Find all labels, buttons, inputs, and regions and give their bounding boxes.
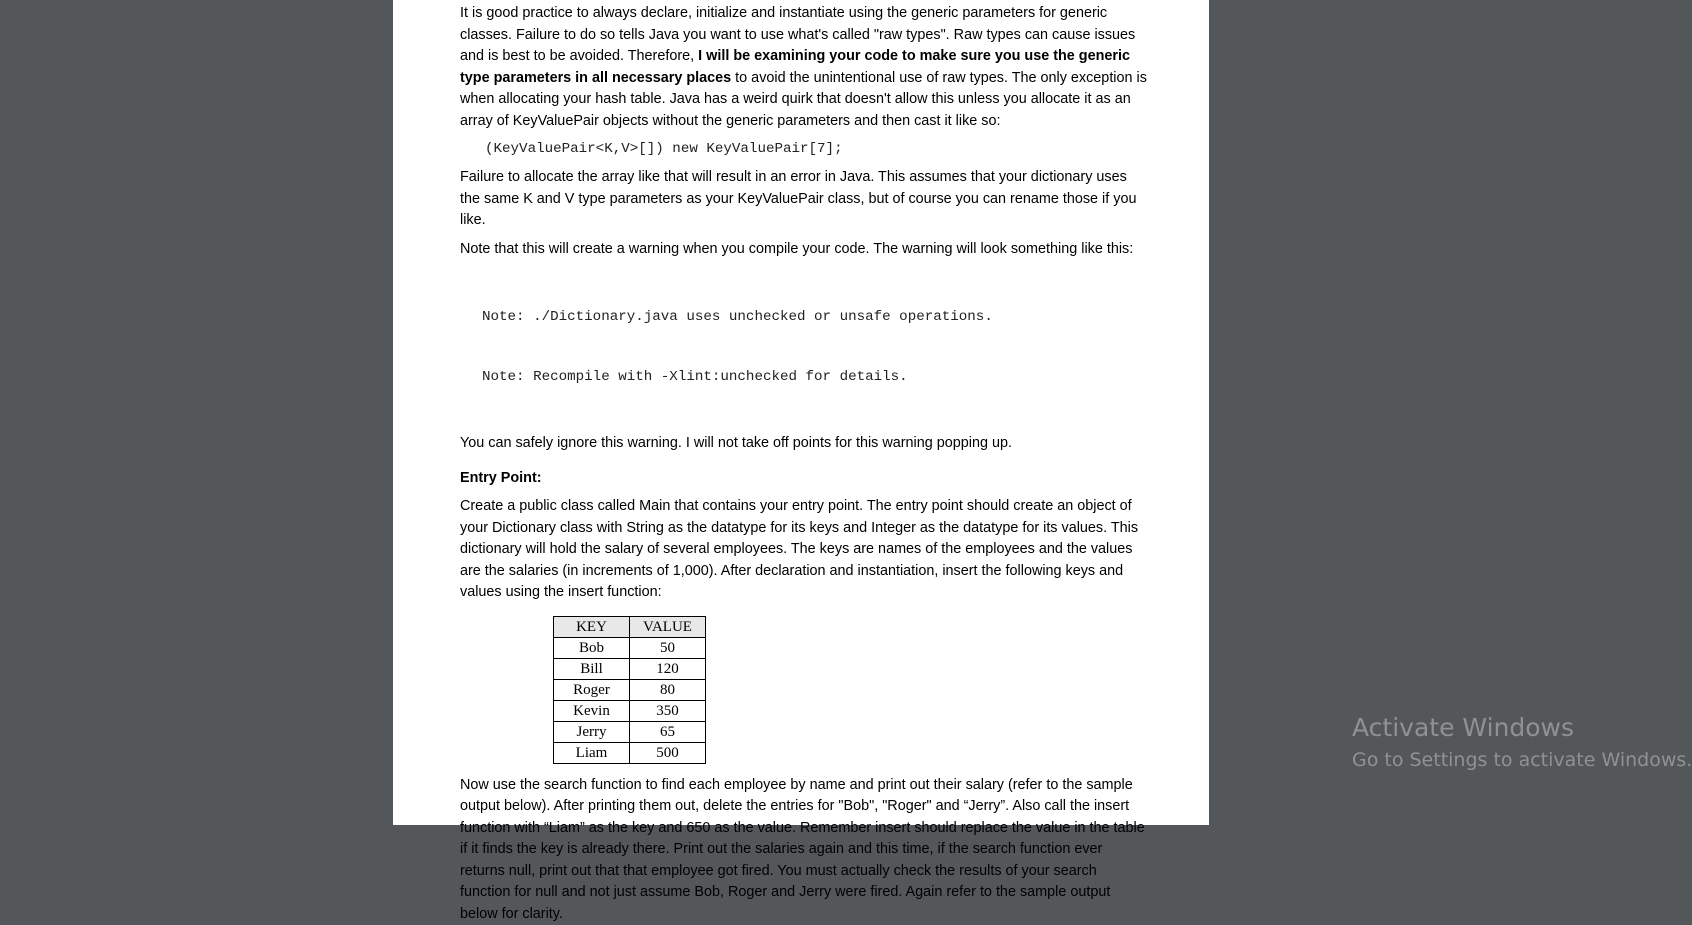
paragraph-generics — [460, 3, 1150, 132]
paragraph-search-delete: Now use the search function to find each employee by name and print out their salary (refer to the sample output below). After printing them out, delete the entries for "Bob", "Roger" and “Jerry”. Also call the insert function with “Liam” as the key and 650 as the value. Remember insert should replace the value in the table if it finds the key is already there. Print out the salaries again and this time, if the search function ever returns null, print out that that employee got fired. You must actually check the results of your search function for null and not just assume Bob, Roger and Jerry were fired. Again refer to the sample output below for clarity. — [460, 775, 1150, 925]
table-row — [554, 658, 706, 679]
table-row — [554, 637, 706, 658]
table-cell-key: Bob — [554, 637, 630, 658]
paragraph-ignore-warning: You can safely ignore this warning. I will not take off points for this warning popping up. — [460, 433, 1150, 455]
table-row — [554, 679, 706, 700]
watermark-subtitle: Go to Settings to activate Windows. — [1352, 746, 1543, 774]
code-warning-line-2: Note: Recompile with -Xlint:unchecked for details. — [482, 367, 1150, 387]
table-cell-key: Roger — [554, 679, 630, 700]
paragraph-generics-text-b: to avoid the unintentional use of raw types. The only exception is when allocating your hash table. Java has a weird quirk that doesn't allow this unless you allocate it as an array of KeyValuePair objects without the generic parameters and then cast it like so: — [460, 70, 1147, 129]
paragraph-generics-text-a: It is good practice to always declare, initialize and instantiate using the generic parameters for generic classes. Failure to do so tells Java you want to use what's called "raw types". Raw types can cause issues and is best to be avoided. Therefore, — [460, 5, 1135, 64]
code-cast-example: (KeyValuePair<K,V>[]) new KeyValuePair[7]; — [485, 139, 1150, 159]
table-header-row — [554, 616, 706, 637]
table-header-key: KEY — [554, 616, 630, 637]
code-warning-block — [482, 267, 1150, 427]
table-cell-key: Jerry — [554, 721, 630, 742]
table-cell-key: Liam — [554, 742, 630, 763]
table-cell-value: 350 — [630, 700, 706, 721]
document-content — [460, 3, 1150, 925]
paragraph-warning-note: Note that this will create a warning when you compile your code. The warning will look something like this: — [460, 239, 1150, 261]
table-cell-key: Kevin — [554, 700, 630, 721]
paragraph-entry-point: Create a public class called Main that contains your entry point. The entry point should create an object of your Dictionary class with String as the datatype for its keys and Integer as the datatype for its values. This dictionary will hold the salary of several employees. The keys are names of the employees and the values are the salaries (in increments of 1,000). After declaration and instantiation, insert the following keys and values using the insert function: — [460, 496, 1150, 604]
table-cell-value: 120 — [630, 658, 706, 679]
table-cell-value: 65 — [630, 721, 706, 742]
table-row — [554, 700, 706, 721]
key-value-table — [553, 616, 706, 764]
activate-windows-watermark — [1352, 712, 1543, 774]
paragraph-allocation: Failure to allocate the array like that will result in an error in Java. This assumes that your dictionary uses the same K and V type parameters as your KeyValuePair class, but of course you can rename those if you like. — [460, 167, 1150, 232]
table-cell-value: 500 — [630, 742, 706, 763]
table-cell-key: Bill — [554, 658, 630, 679]
heading-entry-point: Entry Point: — [460, 468, 1150, 490]
document-page — [393, 0, 1209, 825]
table-header-value: VALUE — [630, 616, 706, 637]
watermark-title: Activate Windows — [1352, 712, 1543, 744]
table-row — [554, 721, 706, 742]
paragraph-generics-bold: I will be examining your code to make sure you use the generic type parameters in all necessary places — [460, 48, 1130, 86]
table-cell-value: 50 — [630, 637, 706, 658]
code-warning-line-1: Note: ./Dictionary.java uses unchecked or unsafe operations. — [482, 307, 1150, 327]
table-row — [554, 742, 706, 763]
table-cell-value: 80 — [630, 679, 706, 700]
